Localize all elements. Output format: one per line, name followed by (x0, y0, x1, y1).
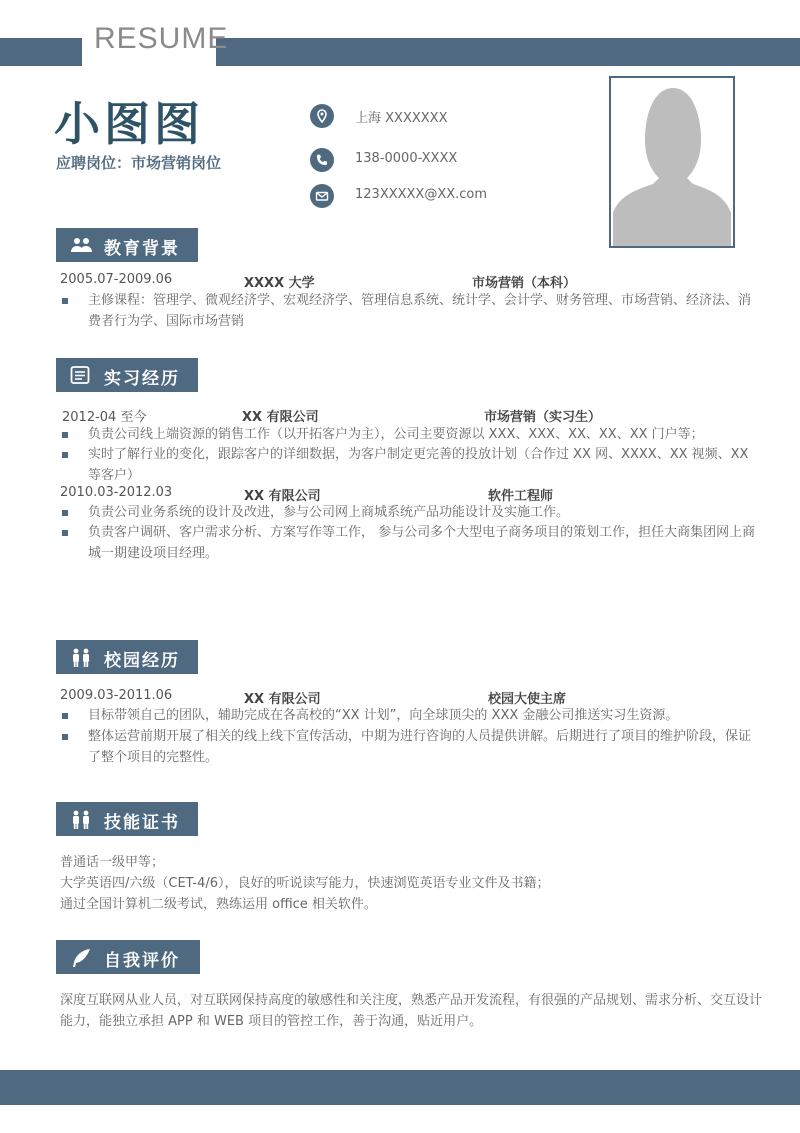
document-list-icon (70, 366, 90, 389)
job-2-item-1: 负责公司业务系统的设计及改进，参与公司网上商城系统产品功能设计及实施工作。 (60, 502, 760, 523)
section-internship-title: 实习经历 (104, 369, 180, 389)
section-education-title: 教育背景 (104, 239, 180, 259)
header-band-right (216, 38, 800, 66)
education-courses: 主修课程：管理学、微观经济学、宏观经济学、管理信息系统、统计学、会计学、财务管理、市场营销、经济法、消费者行为学、国际市场营销 (60, 290, 760, 332)
footer-band (0, 1070, 800, 1105)
section-education-heading (56, 228, 198, 262)
candidate-name: 小图图 (54, 97, 204, 151)
email-text: 123XXXXX@XX.com (355, 187, 488, 202)
job-2-item-2: 负责客户调研、客户需求分析、方案写作等工作， 参与公司多个大型电子商务项目的策划工作，担任大商集团网上商城一期建设项目经理。 (60, 522, 760, 564)
section-campus-title: 校园经历 (104, 651, 180, 671)
job-1-role: 市场营销（实习生） (484, 410, 602, 425)
section-skills-title: 技能证书 (104, 813, 180, 833)
job-2-company: XX 有限公司 (244, 489, 321, 504)
header-band-left (0, 38, 82, 66)
graduates-icon (70, 236, 94, 259)
section-self-title: 自我评价 (104, 951, 180, 971)
section-internship-heading (56, 358, 198, 392)
mail-icon (310, 184, 334, 208)
location-pin-icon (310, 104, 334, 128)
campus-item-2: 整体运营前期开展了相关的线上线下宣传活动，中期为进行咨询的人员提供讲解。后期进行了项目的维护阶段，保证了整个项目的完整性。 (60, 726, 760, 768)
job-1-item-1: 负责公司线上端资源的销售工作（以开拓客户为主），公司主要资源以 XXX、XXX、XX、XX、XX 门户等； (60, 424, 760, 445)
section-skills-heading (56, 802, 198, 836)
phone-text: 138-0000-XXXX (355, 151, 458, 166)
skill-line-2: 大学英语四/六级（CET-4/6），良好的听说读写能力，快速浏览英语专业文件及书籍； (60, 876, 550, 891)
feather-icon (70, 948, 92, 973)
self-evaluation-text: 深度互联网从业人员，对互联网保持高度的敏感性和关注度，熟悉产品开发流程，有很强的产品规划、需求分析、交互设计能力，能独立承担 APP 和 WEB 项目的管控工作，善于沟通，贴近用户。 (60, 993, 763, 1029)
job-1-period: 2012-04 至今 (62, 410, 147, 425)
campus-role: 校园大使主席 (488, 692, 567, 707)
people-icon (70, 648, 92, 673)
campus-period: 2009.03-2011.06 (60, 688, 173, 703)
person-silhouette-icon (611, 78, 733, 246)
section-campus-heading (56, 640, 198, 674)
resume-label: RESUME (94, 22, 229, 55)
target-position: 应聘岗位：市场营销岗位 (56, 154, 222, 172)
campus-item-1: 目标带领自己的团队，辅助完成在各高校的“XX 计划”，向全球顶尖的 XXX 金融公司推送实习生资源。 (60, 705, 760, 726)
phone-icon (310, 148, 334, 172)
internship-job-1-row (60, 406, 760, 424)
campus-company: XX 有限公司 (244, 692, 321, 707)
profile-photo (609, 76, 735, 248)
job-1-company: XX 有限公司 (242, 410, 319, 425)
skill-line-1: 普通话一级甲等； (60, 855, 165, 870)
skill-line-3: 通过全国计算机二级考试，熟练运用 office 相关软件。 (60, 897, 377, 912)
education-period: 2005.07-2009.06 (60, 272, 173, 287)
job-1-item-2: 实时了解行业的变化，跟踪客户的详细数据，为客户制定更完善的投放计划（合作过 XX 网、XXXX、XX 视频、XX 等客户） (60, 444, 760, 486)
section-self-heading (56, 940, 200, 974)
education-school: XXXX 大学 (244, 276, 315, 291)
internship-job-2-row (60, 485, 760, 503)
location-text: 上海 XXXXXXX (355, 111, 448, 126)
education-major: 市场营销（本科） (472, 276, 577, 291)
people-icon (70, 810, 92, 835)
job-2-period: 2010.03-2012.03 (60, 485, 173, 500)
job-2-role: 软件工程师 (488, 489, 554, 504)
education-row (60, 272, 760, 290)
campus-row (60, 688, 760, 706)
